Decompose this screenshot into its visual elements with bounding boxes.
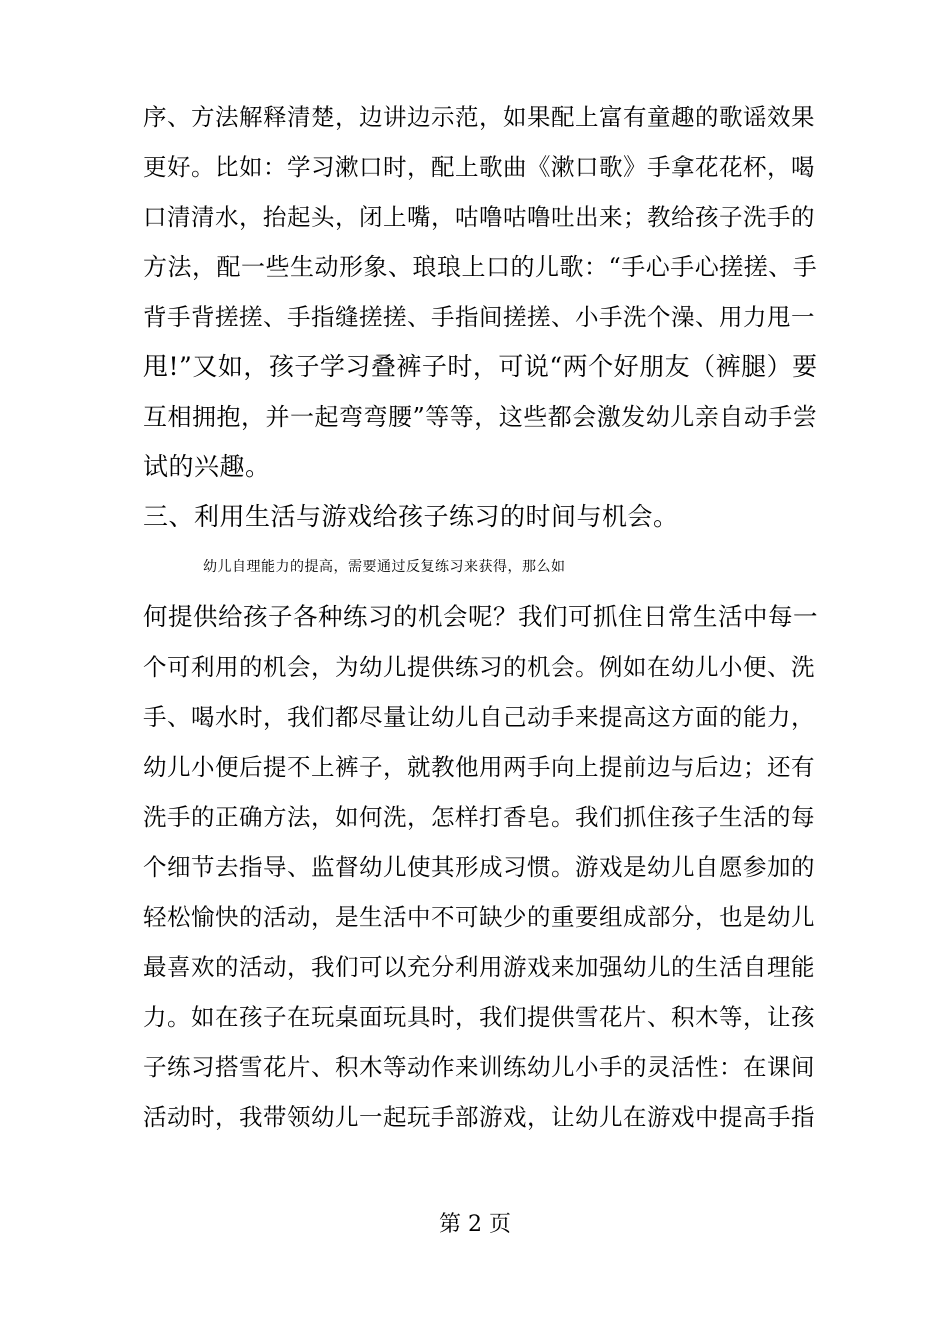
- paragraph-line: 洗手的正确方法，如何洗，怎样打香皂。我们抓住孩子生活的每: [143, 803, 815, 831]
- paragraph-line: 个细节去指导、监督幼儿使其形成习惯。游戏是幼儿自愿参加的: [143, 853, 815, 881]
- paragraph-line: 背手背搓搓、手指缝搓搓、手指间搓搓、小手洗个澡、用力甩一: [143, 303, 815, 331]
- paragraph-line: 活动时，我带领幼儿一起玩手部游戏，让幼儿在游戏中提高手指: [143, 1103, 815, 1131]
- paragraph-line: 手、喝水时，我们都尽量让幼儿自己动手来提高这方面的能力，: [143, 703, 815, 731]
- paragraph-line: 互相拥抱，并一起弯弯腰”等等，这些都会激发幼儿亲自动手尝: [143, 403, 818, 431]
- section-heading: 三、利用生活与游戏给孩子练习的时间与机会。: [143, 502, 679, 531]
- paragraph-line: 子练习搭雪花片、积木等动作来训练幼儿小手的灵活性：在课间: [143, 1053, 815, 1081]
- paragraph-line: 轻松愉快的活动，是生活中不可缺少的重要组成部分，也是幼儿: [143, 903, 815, 931]
- paragraph-line: 方法，配一些生动形象、琅琅上口的儿歌：“手心手心搓搓、手: [143, 253, 818, 281]
- paragraph-line: 序、方法解释清楚，边讲边示范，如果配上富有童趣的歌谣效果: [143, 103, 815, 131]
- paragraph-line: 个可利用的机会，为幼儿提供练习的机会。例如在幼儿小便、洗: [143, 653, 815, 681]
- paragraph-line: 更好。比如：学习漱口时，配上歌曲《漱口歌》手拿花花杯，喝: [143, 153, 815, 181]
- paragraph-line: 何提供给孩子各种练习的机会呢？我们可抓住日常生活中每一: [143, 602, 818, 631]
- paragraph-line: 口清清水，抬起头，闭上嘴，咕噜咕噜吐出来；教给孩子洗手的: [143, 203, 815, 231]
- paragraph-line: 试的兴趣。: [143, 452, 271, 481]
- paragraph-first-line: 幼儿自理能力的提高，需要通过反复练习来获得，那么如: [203, 559, 566, 575]
- paragraph-line: 最喜欢的活动，我们可以充分利用游戏来加强幼儿的生活自理能: [143, 953, 815, 981]
- paragraph-line: 力。如在孩子在玩桌面玩具时，我们提供雪花片、积木等，让孩: [143, 1003, 815, 1031]
- paragraph-line: 甩!”又如，孩子学习叠裤子时，可说“两个好朋友（裤腿）要: [143, 352, 818, 381]
- paragraph-line: 幼儿小便后提不上裤子，就教他用两手向上提前边与后边；还有: [143, 753, 815, 781]
- page-number: 第 2 页: [439, 1212, 511, 1237]
